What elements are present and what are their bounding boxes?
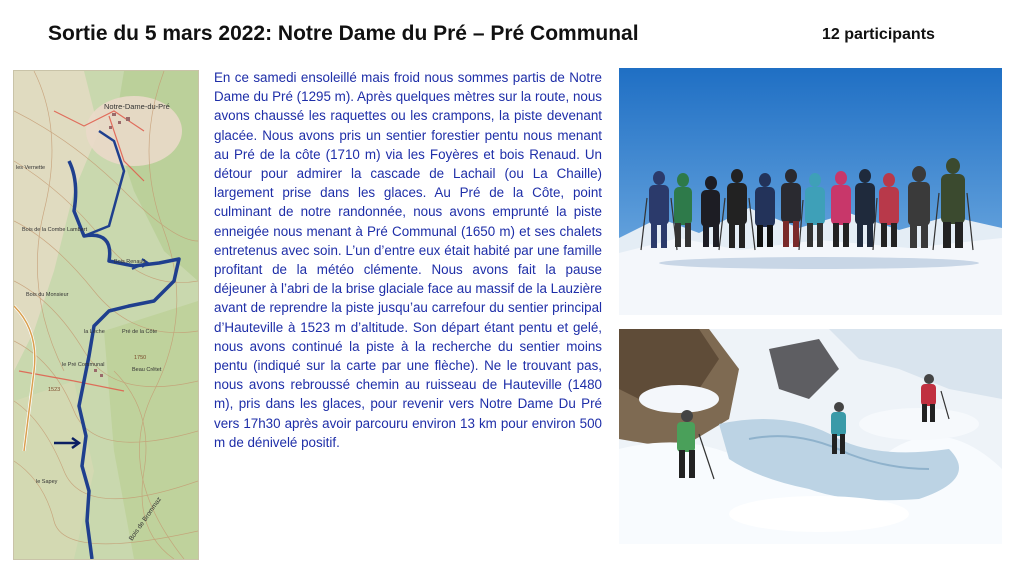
topo-map <box>13 70 199 560</box>
topo-map-graphic <box>14 71 198 559</box>
map-label-leche: la Lèche <box>84 329 105 335</box>
group-photo <box>619 68 1002 315</box>
map-label-1750: 1750 <box>134 355 147 361</box>
page-title: Sortie du 5 mars 2022: Notre Dame du Pré – Pré Communal <box>48 22 639 45</box>
map-label-cote: Pré de la Côte <box>122 329 158 335</box>
frozen-stream-photo <box>619 329 1002 544</box>
map-label-sapey: le Sapey <box>36 479 58 485</box>
map-label-combe: Bois de la Combe Lambert <box>22 227 88 233</box>
map-label-crotet: Beau Crêtet <box>132 367 162 373</box>
participants-count: 12 participants <box>822 26 935 43</box>
story-text: En ce samedi ensoleillé mais froid nous sommes partis de Notre Dame du Pré (1295 m). Après quelques mètres sur la route, nous avons chaussé les raquettes ou les crampons, la piste devenant glacée. Nous avons pris un sentier forestier pentu nous menant au Pré de la côte (1710 m) via les Foyères et bois Renaud. Un détour pour admirer la cascade de Lachail (ou La Chaille) largement prise dans les glaces. Au Pré de la Côte, point culminant de notre randonnée, nous avons emprunté la piste enneigée nous menant à Pré Communal (1650 m) et ses chalets entretenus avec soin. L’un d’entre eux était habité par une famille profitant de la météo clémente. Nous avons fait la pause déjeuner à l’abri de la brise glaciale face au massif de la Lauzière avant de reprendre la piste jusqu’au carrefour du sentier principal d’Hauteville à 1523 m d’altitude. Son départ étant pentu et gelé, nous avons continué la piste à la recherche du sentier moins pentu (indiqué sur la carte par une flèche). Ne le trouvant pas, nous avons rebroussé chemin au ruisseau de Hauteville (1480 m), pris dans les glaces, pour revenir vers Notre Dame Du Pré vers 17h30 après avoir parcouru environ 13 km pour environ 500 m de dénivelé positif. <box>214 70 602 450</box>
map-label-vernette: les Vernette <box>16 165 46 171</box>
map-label-monsieur: Bois du Monsieur <box>26 292 69 298</box>
map-label-1523: 1523 <box>48 387 61 393</box>
map-label-renaud: Bois Renaud <box>114 259 146 265</box>
map-label-communal: le Pré Communal <box>62 362 105 368</box>
map-label-broma: Bois de Brommaz <box>127 496 164 543</box>
map-label-village: Notre-Dame-du-Pré <box>104 102 170 111</box>
